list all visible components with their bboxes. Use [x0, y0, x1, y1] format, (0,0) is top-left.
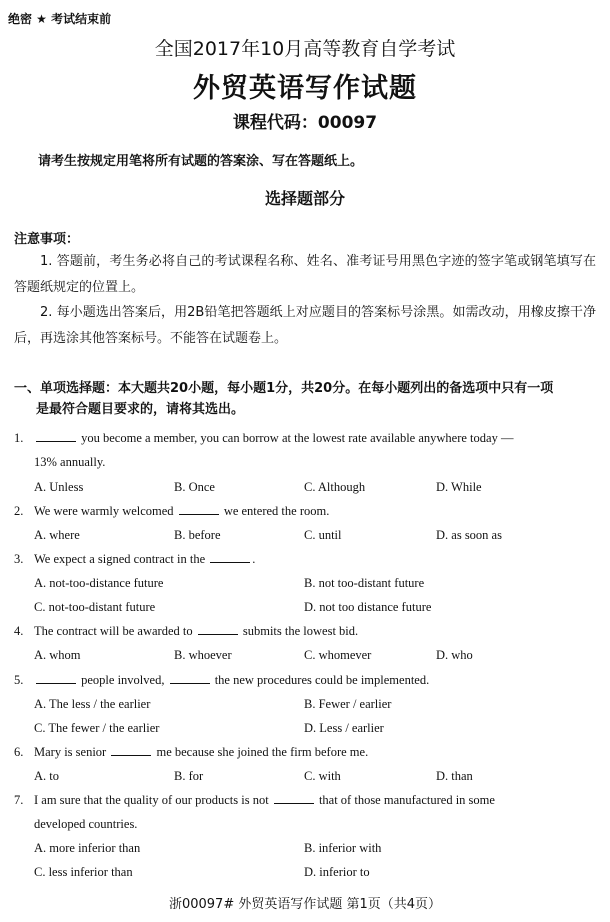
option-d: D. not too distance future: [304, 600, 432, 614]
question-1-options: [34, 475, 604, 499]
option-a: A. more inferior than: [34, 841, 141, 855]
part-heading: 选择题部分: [264, 189, 345, 208]
answer-blank: [36, 429, 76, 442]
question-3-options-row2: [34, 595, 604, 619]
answer-blank: [210, 550, 250, 563]
option-d: D. Less / earlier: [304, 721, 384, 735]
question-text: people involved,: [78, 673, 168, 687]
section-heading-line1: 一、单项选择题：本大题共20小题，每小题1分，共20分。在每小题列出的备选项中只有一项: [14, 381, 554, 396]
question-text: we entered the room.: [220, 504, 330, 518]
question-5: [14, 668, 598, 692]
question-7-options-row1: [34, 836, 604, 860]
note-item-2: 2. 每小题选出答案后，用2B铅笔把答题纸上对应题目的答案标号涂黑。如需改动，用橡皮擦干净后，再选涂其他答案标号。不能答在试题卷上。: [14, 305, 596, 346]
question-4-options: [34, 643, 604, 667]
question-2-options: [34, 523, 604, 547]
question-text: The contract will be awarded to: [34, 624, 196, 638]
question-text-continued: 13% annually.: [34, 455, 106, 469]
question-text: We expect a signed contract in the: [34, 552, 209, 566]
page-title: 外贸英语写作试题: [193, 73, 417, 104]
question-7: [14, 788, 598, 836]
option-b: B. not too-distant future: [304, 576, 425, 590]
question-number: 4.: [14, 624, 24, 638]
question-number: 3.: [14, 552, 24, 566]
answer-blank: [36, 671, 76, 684]
section-heading: [14, 378, 598, 420]
question-text-continued: developed countries.: [34, 817, 138, 831]
option-b: B. whoever: [174, 648, 232, 662]
option-c: C. until: [304, 528, 342, 542]
question-6: [14, 740, 598, 764]
question-number: 6.: [14, 745, 24, 759]
answer-instruction: 请考生按规定用笔将所有试题的答案涂、写在答题纸上。: [38, 154, 364, 169]
option-a: A. to: [34, 769, 59, 783]
question-text: me because she joined the firm before me.: [153, 745, 369, 759]
option-b: B. before: [174, 528, 221, 542]
exam-session-line: 全国2017年10月高等教育自学考试: [154, 38, 456, 60]
section-heading-line2: 是最符合题目要求的，请将其选出。: [36, 402, 245, 417]
option-d: D. While: [436, 480, 482, 494]
question-text: the new procedures could be implemented.: [211, 673, 430, 687]
option-c: C. whomever: [304, 648, 372, 662]
option-d: D. inferior to: [304, 865, 370, 879]
question-2: [14, 499, 598, 523]
question-text: Mary is senior: [34, 745, 110, 759]
option-d: D. than: [436, 769, 473, 783]
option-c: C. The fewer / the earlier: [34, 721, 160, 735]
answer-blank: [179, 502, 219, 515]
question-number: 1.: [14, 431, 24, 445]
option-c: C. with: [304, 769, 341, 783]
notes-heading: 注意事项：: [14, 232, 80, 247]
option-d: D. who: [436, 648, 473, 662]
question-number: 2.: [14, 504, 24, 518]
question-text: that of those manufactured in some: [315, 793, 495, 807]
note-item-1: 1. 答题前，考生务必将自己的考试课程名称、姓名、准考证号用黑色字迹的签字笔或钢笔填写在答题纸规定的位置上。: [14, 254, 596, 295]
course-code: 课程代码：00097: [232, 113, 378, 133]
question-number: 5.: [14, 673, 24, 687]
question-4: [14, 619, 598, 643]
question-text: We were warmly welcomed: [34, 504, 177, 518]
option-b: B. Fewer / earlier: [304, 697, 392, 711]
question-5-options-row1: [34, 692, 604, 716]
option-a: A. not-too-distance future: [34, 576, 164, 590]
option-c: C. not-too-distant future: [34, 600, 156, 614]
question-6-options: [34, 764, 604, 788]
option-c: C. less inferior than: [34, 865, 133, 879]
question-text: I am sure that the quality of our products is not: [34, 793, 272, 807]
option-b: B. inferior with: [304, 841, 382, 855]
question-text: .: [252, 552, 256, 566]
answer-blank: [274, 791, 314, 804]
answer-blank: [111, 743, 151, 756]
question-5-options-row2: [34, 716, 604, 740]
option-b: B. for: [174, 769, 204, 783]
confidential-label: 绝密 ★ 考试结束前: [8, 12, 112, 26]
question-3-options-row1: [34, 571, 604, 595]
option-a: A. The less / the earlier: [34, 697, 151, 711]
question-3: [14, 547, 598, 571]
option-b: B. Once: [174, 480, 215, 494]
answer-blank: [198, 622, 238, 635]
answer-blank: [170, 671, 210, 684]
option-a: A. whom: [34, 648, 81, 662]
question-number: 7.: [14, 793, 24, 807]
option-d: D. as soon as: [436, 528, 502, 542]
option-c: C. Although: [304, 480, 366, 494]
question-7-options-row2: [34, 860, 604, 884]
page-footer: 浙00097# 外贸英语写作试题 第1页（共4页）: [168, 897, 442, 912]
question-text: you become a member, you can borrow at the lowest rate available anywhere today —: [78, 431, 514, 445]
option-a: A. Unless: [34, 480, 84, 494]
question-1: [14, 426, 598, 474]
option-a: A. where: [34, 528, 80, 542]
question-text: submits the lowest bid.: [239, 624, 359, 638]
